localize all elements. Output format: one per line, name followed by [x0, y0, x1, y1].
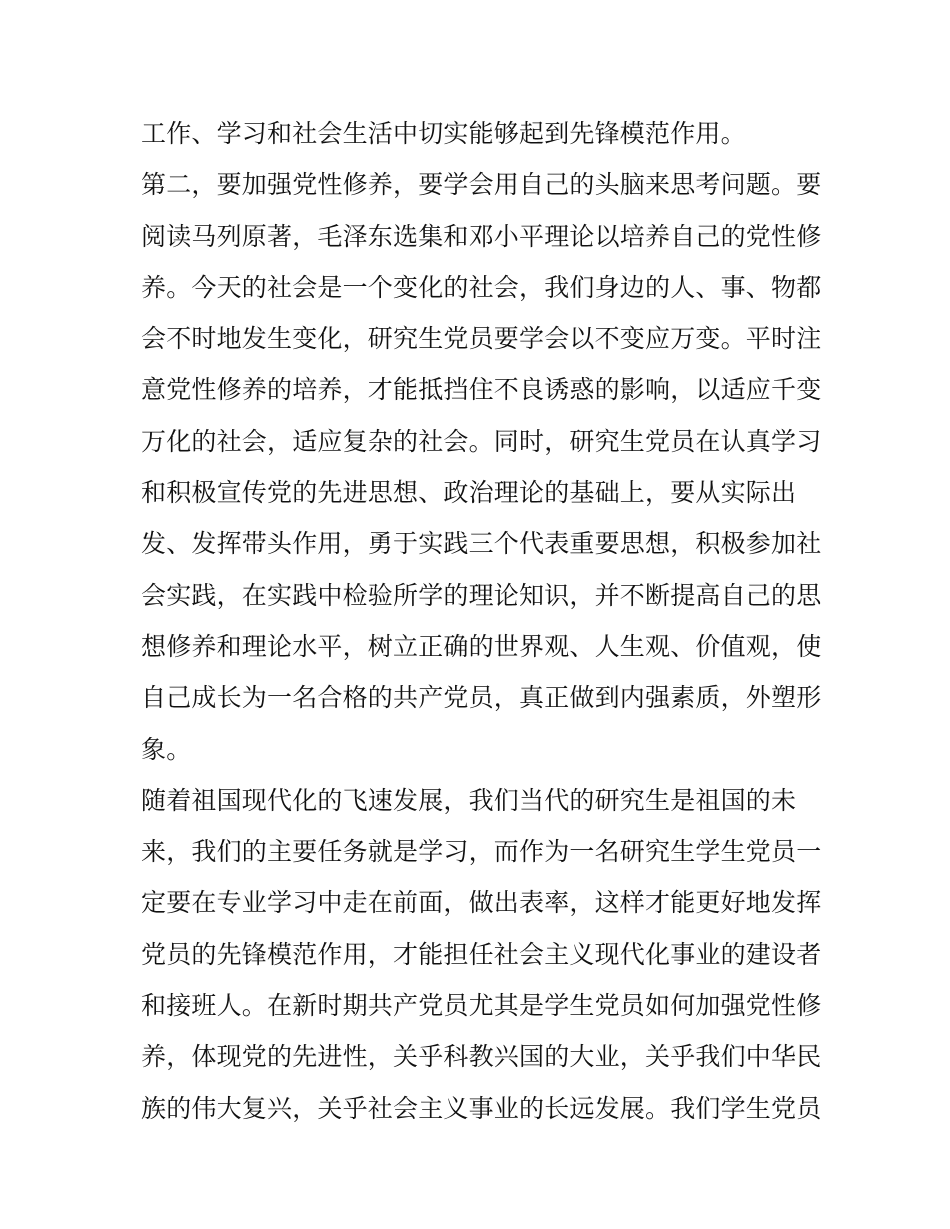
text-line: 族的伟大复兴，关乎社会主义事业的长远发展。我们学生党员 [141, 1093, 822, 1123]
text-line: 自己成长为一名合格的共产党员，真正做到内强素质，外塑形 [141, 683, 822, 713]
text-line: 来，我们的主要任务就是学习，而作为一名研究生学生党员一 [141, 837, 822, 867]
text-line: 和接班人。在新时期共产党员尤其是学生党员如何加强党性修 [141, 991, 822, 1021]
document-body [141, 108, 831, 1134]
text-line: 定要在专业学习中走在前面，做出表率，这样才能更好地发挥 [141, 888, 822, 918]
text-line: 党员的先锋模范作用，才能担任社会主义现代化事业的建设者 [141, 939, 822, 969]
text-line: 想修养和理论水平，树立正确的世界观、人生观、价值观，使 [141, 631, 822, 661]
text-line: 意党性修养的培养，才能抵挡住不良诱惑的影响，以适应千变 [141, 375, 822, 405]
text-line: 工作、学习和社会生活中切实能够起到先锋模范作用。 [141, 119, 746, 148]
text-line: 阅读马列原著，毛泽东选集和邓小平理论以培养自己的党性修 [141, 221, 822, 251]
text-line: 万化的社会，适应复杂的社会。同时，研究生党员在认真学习 [141, 426, 822, 456]
text-line: 养。今天的社会是一个变化的社会，我们身边的人、事、物都 [141, 272, 822, 302]
text-line: 会不时地发生变化，研究生党员要学会以不变应万变。平时注 [141, 324, 822, 354]
text-line: 和积极宣传党的先进思想、政治理论的基础上，要从实际出 [141, 478, 797, 508]
text-line: 随着祖国现代化的飞速发展，我们当代的研究生是祖国的未 [141, 785, 797, 815]
text-line: 发、发挥带头作用，勇于实践三个代表重要思想，积极参加社 [141, 529, 822, 559]
text-line: 第二，要加强党性修养，要学会用自己的头脑来思考问题。要 [141, 170, 822, 200]
text-line: 会实践，在实践中检验所学的理论知识，并不断提高自己的思 [141, 580, 822, 610]
text-line: 象。 [141, 734, 192, 764]
text-line: 养，体现党的先进性，关乎科教兴国的大业，关乎我们中华民 [141, 1042, 822, 1072]
